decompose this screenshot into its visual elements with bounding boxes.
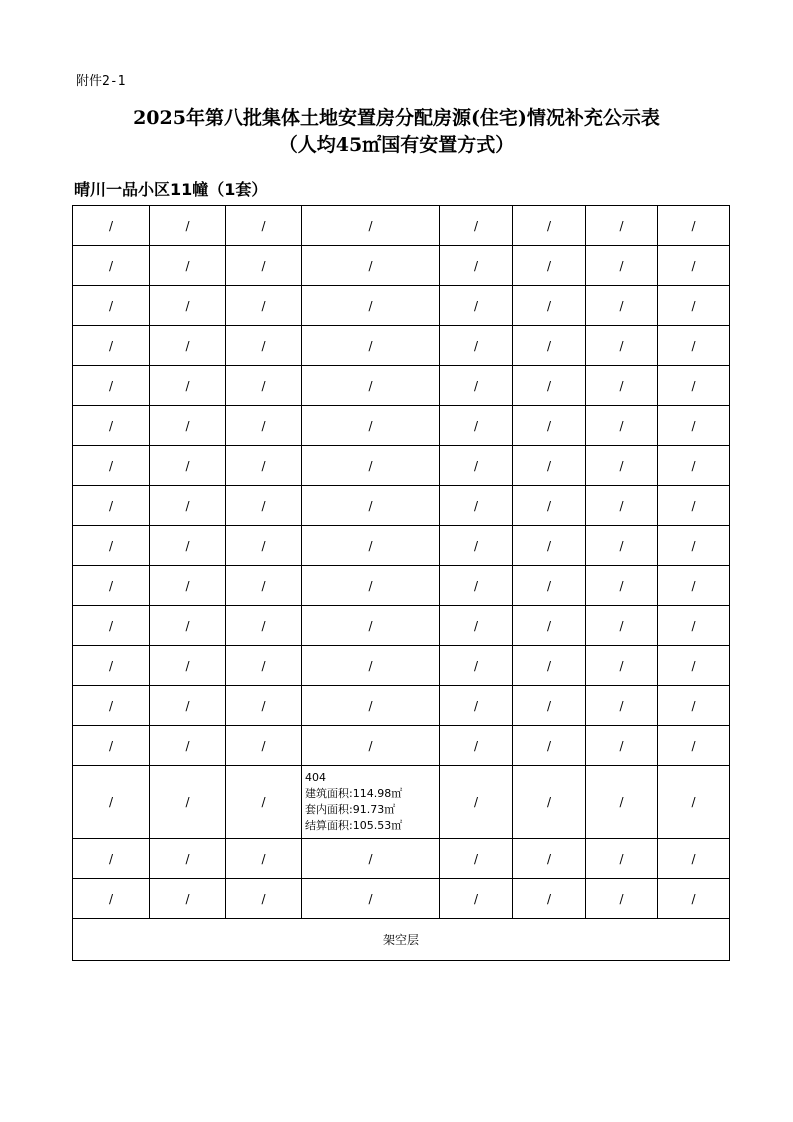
table-cell: / (586, 246, 658, 286)
table-cell: / (302, 206, 440, 246)
table-cell: / (226, 246, 302, 286)
table-cell: / (658, 246, 730, 286)
table-cell: / (302, 326, 440, 366)
table-cell: / (150, 686, 226, 726)
table-cell: / (73, 366, 150, 406)
table-cell: / (73, 206, 150, 246)
footer-cell: 架空层 (73, 919, 730, 961)
table-cell: / (226, 606, 302, 646)
table-cell: / (226, 406, 302, 446)
table-cell: / (586, 686, 658, 726)
table-cell: / (440, 606, 513, 646)
table-cell: / (658, 686, 730, 726)
table-cell: / (513, 686, 586, 726)
table-cell: / (302, 646, 440, 686)
table-cell: / (586, 486, 658, 526)
table-cell: / (586, 446, 658, 486)
table-cell: / (513, 839, 586, 879)
table-cell: / (150, 646, 226, 686)
table-cell: / (150, 526, 226, 566)
table-cell: / (73, 446, 150, 486)
table-cell: / (586, 286, 658, 326)
table-cell: / (586, 366, 658, 406)
table-cell: / (513, 646, 586, 686)
table-cell: / (150, 246, 226, 286)
table-row (73, 839, 730, 879)
table-cell: / (440, 286, 513, 326)
table-cell: / (73, 486, 150, 526)
table-cell: / (586, 766, 658, 839)
table-cell: / (586, 839, 658, 879)
table-cell: / (226, 486, 302, 526)
table-cell: / (440, 839, 513, 879)
table-cell: / (73, 526, 150, 566)
table-cell: / (226, 686, 302, 726)
table-cell: / (150, 839, 226, 879)
table-row (73, 286, 730, 326)
table-row (73, 326, 730, 366)
table-cell: / (73, 326, 150, 366)
table-cell: / (226, 206, 302, 246)
unit-settlement-area: 结算面积:105.53㎡ (305, 819, 403, 832)
table-cell: / (658, 326, 730, 366)
table-cell: / (73, 879, 150, 919)
table-cell: / (440, 206, 513, 246)
table-cell: / (440, 646, 513, 686)
table-cell: / (302, 566, 440, 606)
table-cell: / (150, 606, 226, 646)
table-row (73, 606, 730, 646)
table-cell: / (440, 879, 513, 919)
table-cell: / (658, 726, 730, 766)
table-cell: / (440, 486, 513, 526)
table-cell: / (150, 486, 226, 526)
table-cell: / (150, 326, 226, 366)
table-row (73, 246, 730, 286)
table-cell: / (150, 206, 226, 246)
page-subtitle: （人均45㎡国有安置方式） (278, 134, 515, 156)
table-row (73, 879, 730, 919)
table-cell: / (226, 646, 302, 686)
table-cell: / (226, 326, 302, 366)
table-cell: / (658, 406, 730, 446)
table-cell: / (513, 286, 586, 326)
table-cell: / (73, 246, 150, 286)
table-cell: / (658, 206, 730, 246)
unit-number: 404 (305, 771, 326, 784)
table-cell: / (658, 606, 730, 646)
table-cell: / (586, 879, 658, 919)
table-cell: / (73, 646, 150, 686)
table-cell: / (73, 839, 150, 879)
table-cell: / (302, 366, 440, 406)
housing-table (72, 205, 730, 961)
table-cell: / (73, 406, 150, 446)
table-cell: / (302, 406, 440, 446)
table-cell: / (302, 726, 440, 766)
table-cell: / (658, 486, 730, 526)
table-cell: / (513, 406, 586, 446)
table-cell: / (513, 446, 586, 486)
table-cell: / (150, 406, 226, 446)
table-cell: / (302, 686, 440, 726)
table-cell: / (440, 766, 513, 839)
table-cell: / (658, 446, 730, 486)
table-cell: / (150, 366, 226, 406)
table-cell: / (226, 446, 302, 486)
table-cell: / (440, 526, 513, 566)
table-row (73, 726, 730, 766)
table-cell: / (658, 766, 730, 839)
table-row (73, 446, 730, 486)
unit-404-cell (302, 766, 440, 839)
table-cell: / (513, 766, 586, 839)
table-row (73, 566, 730, 606)
table-cell: / (226, 526, 302, 566)
table-cell: / (150, 566, 226, 606)
table-cell: / (226, 566, 302, 606)
table-cell: / (226, 366, 302, 406)
attachment-label: 附件2-1 (76, 74, 126, 89)
table-row (73, 526, 730, 566)
table-row (73, 766, 730, 839)
table-cell: / (302, 286, 440, 326)
table-cell: / (302, 246, 440, 286)
table-cell: / (302, 526, 440, 566)
table-cell: / (302, 606, 440, 646)
table-row (73, 646, 730, 686)
table-cell: / (73, 726, 150, 766)
table-cell: / (302, 839, 440, 879)
table-cell: / (513, 206, 586, 246)
table-cell: / (226, 286, 302, 326)
table-cell: / (658, 879, 730, 919)
table-cell: / (586, 606, 658, 646)
table-cell: / (586, 646, 658, 686)
table-cell: / (226, 726, 302, 766)
table-cell: / (73, 686, 150, 726)
table-cell: / (586, 326, 658, 366)
table-cell: / (658, 366, 730, 406)
table-cell: / (73, 606, 150, 646)
table-cell: / (586, 726, 658, 766)
table-cell: / (440, 726, 513, 766)
table-cell: / (73, 566, 150, 606)
table-cell: / (513, 526, 586, 566)
table-cell: / (513, 366, 586, 406)
table-cell: / (440, 366, 513, 406)
unit-inner-area: 套内面积:91.73㎡ (305, 803, 396, 816)
table-cell: / (150, 446, 226, 486)
table-cell: / (150, 766, 226, 839)
table-cell: / (586, 566, 658, 606)
table-cell: / (226, 839, 302, 879)
table-cell: / (440, 406, 513, 446)
table-cell: / (513, 726, 586, 766)
table-cell: / (658, 526, 730, 566)
table-cell: / (150, 726, 226, 766)
table-cell: / (658, 646, 730, 686)
table-cell: / (586, 406, 658, 446)
table-cell: / (302, 446, 440, 486)
table-cell: / (73, 766, 150, 839)
table-cell: / (302, 879, 440, 919)
table-row (73, 206, 730, 246)
table-cell: / (658, 839, 730, 879)
table-cell: / (513, 246, 586, 286)
table-cell: / (226, 766, 302, 839)
table-cell: / (513, 606, 586, 646)
table-cell: / (440, 566, 513, 606)
table-cell: / (513, 326, 586, 366)
table-cell: / (440, 326, 513, 366)
table-cell: / (150, 879, 226, 919)
table-cell: / (226, 879, 302, 919)
table-cell: / (302, 486, 440, 526)
table-cell: / (440, 246, 513, 286)
table-cell: / (73, 286, 150, 326)
page-title: 2025年第八批集体土地安置房分配房源(住宅)情况补充公示表 (133, 107, 660, 129)
table-cell: / (150, 286, 226, 326)
table-row (73, 686, 730, 726)
table-row (73, 366, 730, 406)
table-cell: / (586, 526, 658, 566)
table-cell: / (440, 686, 513, 726)
table-row (73, 486, 730, 526)
table-cell: / (658, 286, 730, 326)
table-cell: / (513, 486, 586, 526)
unit-building-area: 建筑面积:114.98㎡ (305, 787, 403, 800)
building-label: 晴川一品小区11幢（1套） (74, 180, 268, 199)
table-cell: / (658, 566, 730, 606)
table-row (73, 406, 730, 446)
table-footer-row (73, 919, 730, 961)
table-cell: / (513, 879, 586, 919)
table-cell: / (586, 206, 658, 246)
table-cell: / (440, 446, 513, 486)
table-cell: / (513, 566, 586, 606)
